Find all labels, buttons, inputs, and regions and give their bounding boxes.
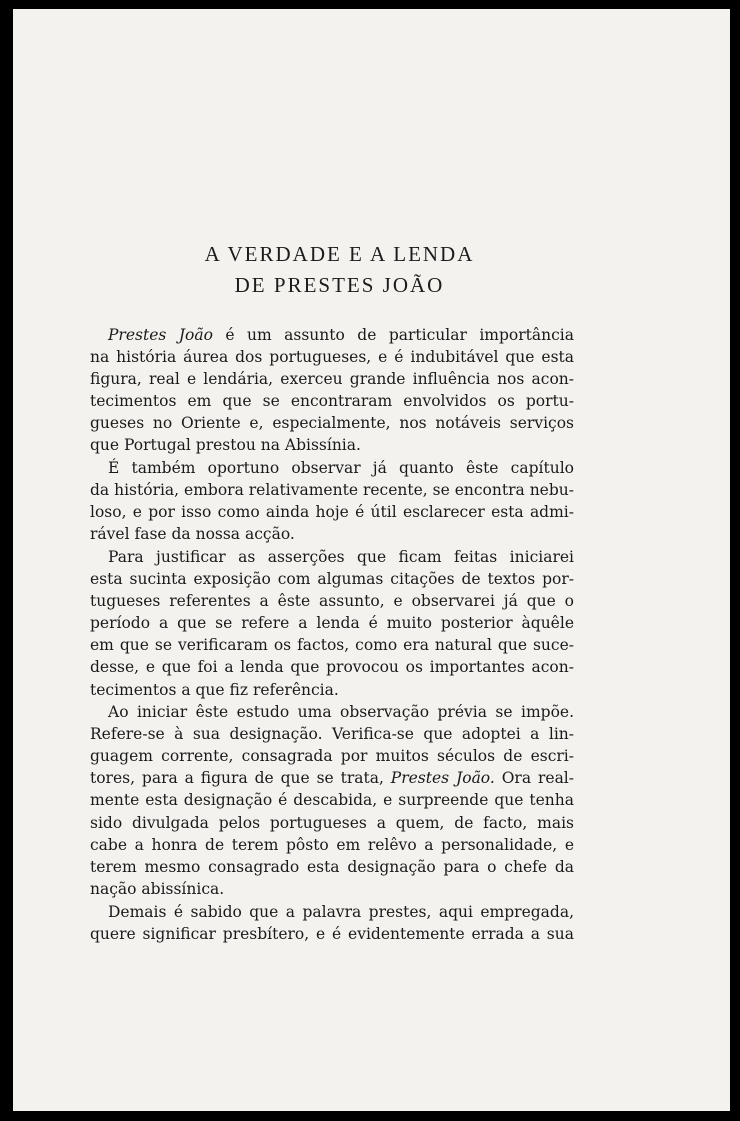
text-span: desse, e que foi a lenda que provocou os importantes acon-	[90, 658, 574, 676]
text-span: sido divulgada pelos portugueses a quem, de facto, mais	[90, 814, 574, 832]
text-span: Ao iniciar êste estudo uma observação prévia se impõe.	[108, 703, 574, 721]
text-span: loso, e por isso como ainda hoje é útil esclarecer esta admi-	[90, 503, 574, 521]
text-line	[108, 702, 574, 722]
italic-text: Prestes João.	[390, 769, 495, 787]
text-span: É também oportuno observar já quanto êste capítulo	[108, 459, 574, 477]
text-line	[90, 857, 574, 877]
text-span: mente esta designação é descabida, e surpreende que tenha	[90, 791, 574, 809]
text-span: Para justificar as asserções que ficam feitas iniciarei	[108, 548, 574, 566]
text-line	[90, 413, 574, 433]
text-span: guagem corrente, consagrada por muitos séculos de escri-	[90, 747, 574, 765]
text-line	[90, 879, 574, 899]
text-line	[90, 680, 574, 700]
text-line	[90, 480, 574, 500]
text-span: figura, real e lendária, exerceu grande influência nos acon-	[90, 370, 574, 388]
text-span: é um assunto de particular importância	[212, 326, 574, 344]
text-line	[90, 502, 574, 522]
text-span: tecimentos a que fiz referência.	[90, 681, 339, 699]
text-line	[90, 435, 574, 455]
italic-text: Prestes João	[108, 326, 213, 344]
text-span: na história áurea dos portugueses, e é indubitável que esta	[90, 348, 574, 366]
text-line	[90, 613, 574, 633]
page-title-line-2: DE PRESTES JOÃO	[234, 273, 445, 297]
text-span: rável fase da nossa acção.	[90, 525, 295, 543]
text-span: Ora real-	[494, 769, 574, 787]
text-span: da história, embora relativamente recente, se encontra nebu-	[90, 481, 574, 499]
text-line	[90, 635, 574, 655]
text-line	[90, 768, 574, 788]
text-span: cabe a honra de terem pôsto em relêvo a personalidade, e	[90, 836, 574, 854]
text-line	[90, 746, 574, 766]
text-span: período a que se refere a lenda é muito posterior àquêle	[90, 614, 574, 632]
text-span: esta sucinta exposição com algumas citações de textos por-	[90, 570, 574, 588]
text-line	[90, 657, 574, 677]
text-line	[108, 902, 574, 922]
text-span: nação abissínica.	[90, 880, 225, 898]
text-line	[90, 813, 574, 833]
page-title-line-1: A VERDADE E A LENDA	[204, 242, 475, 266]
text-span: Demais é sabido que a palavra prestes, aqui empregada,	[108, 903, 574, 921]
text-span: tugueses referentes a êste assunto, e observarei já que o	[90, 592, 574, 610]
text-span: em que se verificaram os factos, como era natural que suce-	[90, 636, 574, 654]
text-line	[90, 524, 574, 544]
text-span: Refere-se à sua designação. Verifica-se que adoptei a lin-	[90, 725, 574, 743]
text-line	[90, 591, 574, 611]
text-line	[108, 325, 574, 345]
text-span: tecimentos em que se encontraram envolvidos os portu-	[90, 392, 574, 410]
text-line	[90, 347, 574, 367]
text-line	[90, 724, 574, 744]
document-page	[13, 9, 730, 1111]
text-line	[90, 924, 574, 944]
text-span: quere significar presbítero, e é evidentemente errada a sua	[90, 925, 574, 943]
text-line	[90, 790, 574, 810]
text-line	[90, 369, 574, 389]
text-line	[90, 569, 574, 589]
text-span: terem mesmo consagrado esta designação para o chefe da	[90, 858, 574, 876]
text-span: que Portugal prestou na Abissínia.	[90, 436, 361, 454]
text-line	[108, 458, 574, 478]
text-line	[108, 547, 574, 567]
text-line	[90, 835, 574, 855]
text-span: tores, para a figura de que se trata,	[90, 769, 391, 787]
text-line	[90, 391, 574, 411]
text-span: gueses no Oriente e, especialmente, nos notáveis serviços	[90, 414, 574, 432]
